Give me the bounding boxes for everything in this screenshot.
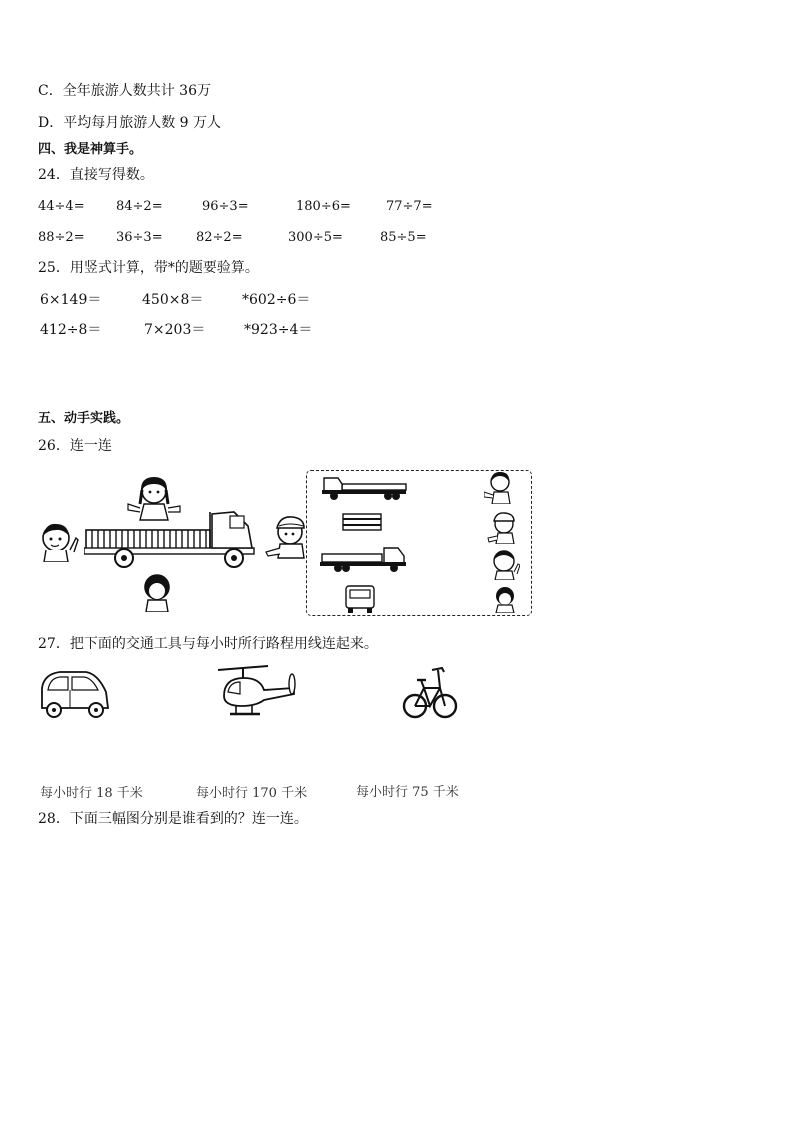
- view-truck-top-icon: [342, 512, 382, 532]
- q25-r2-1: 412÷8＝: [40, 322, 102, 338]
- boy-cap-right-icon: [262, 512, 308, 560]
- q26-label: 26．连一连: [38, 438, 112, 454]
- view-girl-back-icon: [492, 585, 518, 613]
- child-left-waving-icon: [38, 520, 80, 562]
- q24-r1-1: 44÷4=: [38, 199, 85, 214]
- speed-18: 每小时行 18 千米: [40, 786, 143, 801]
- view-truck-long-icon: [322, 474, 408, 502]
- speed-170: 每小时行 170 千米: [196, 786, 308, 801]
- q24-r2-4: 300÷5=: [288, 230, 343, 245]
- section-5-title: 五、动手实践。: [38, 411, 130, 426]
- q24-r2-1: 88÷2=: [38, 230, 85, 245]
- section-4-title: 四、我是神算手。: [38, 142, 143, 157]
- option-c: C．全年旅游人数共计 36万: [38, 83, 211, 99]
- q24-r2-2: 36÷3=: [116, 230, 163, 245]
- speed-75: 每小时行 75 千米: [356, 785, 459, 800]
- q24-r1-4: 180÷6=: [296, 199, 351, 214]
- view-girl-icon: [484, 470, 516, 504]
- q24-r1-2: 84÷2=: [116, 199, 163, 214]
- q24-label: 24．直接写得数。: [38, 167, 154, 183]
- q25-r2-2: 7×203＝: [144, 322, 206, 338]
- car-icon: [38, 668, 112, 720]
- helicopter-icon: [216, 662, 300, 722]
- q25-r2-3: *923÷4＝: [244, 322, 313, 338]
- q25-r1-3: *602÷6＝: [242, 292, 311, 308]
- option-d: D．平均每月旅游人数 9 万人: [38, 115, 222, 131]
- q25-r1-1: 6×149＝: [40, 292, 102, 308]
- q24-r2-3: 82÷2=: [196, 230, 243, 245]
- q25-r1-2: 450×8＝: [142, 292, 204, 308]
- q25-label: 25．用竖式计算，带*的题要验算。: [38, 260, 259, 276]
- q24-r1-3: 96÷3=: [202, 199, 249, 214]
- girl-top-icon: [126, 474, 182, 522]
- bicycle-icon: [402, 664, 458, 724]
- view-boy-cap-icon: [486, 510, 518, 544]
- girl-back-bottom-icon: [140, 572, 174, 612]
- q27-label: 27．把下面的交通工具与每小时所行路程用线连起来。: [38, 636, 378, 652]
- q24-r1-5: 77÷7=: [386, 199, 433, 214]
- q24-r2-5: 85÷5=: [380, 230, 427, 245]
- q28-label: 28．下面三幅图分别是谁看到的？连一连。: [38, 811, 308, 827]
- view-boy-waving-icon: [490, 548, 520, 580]
- view-truck-side-icon: [320, 544, 408, 574]
- view-truck-front-icon: [344, 584, 376, 614]
